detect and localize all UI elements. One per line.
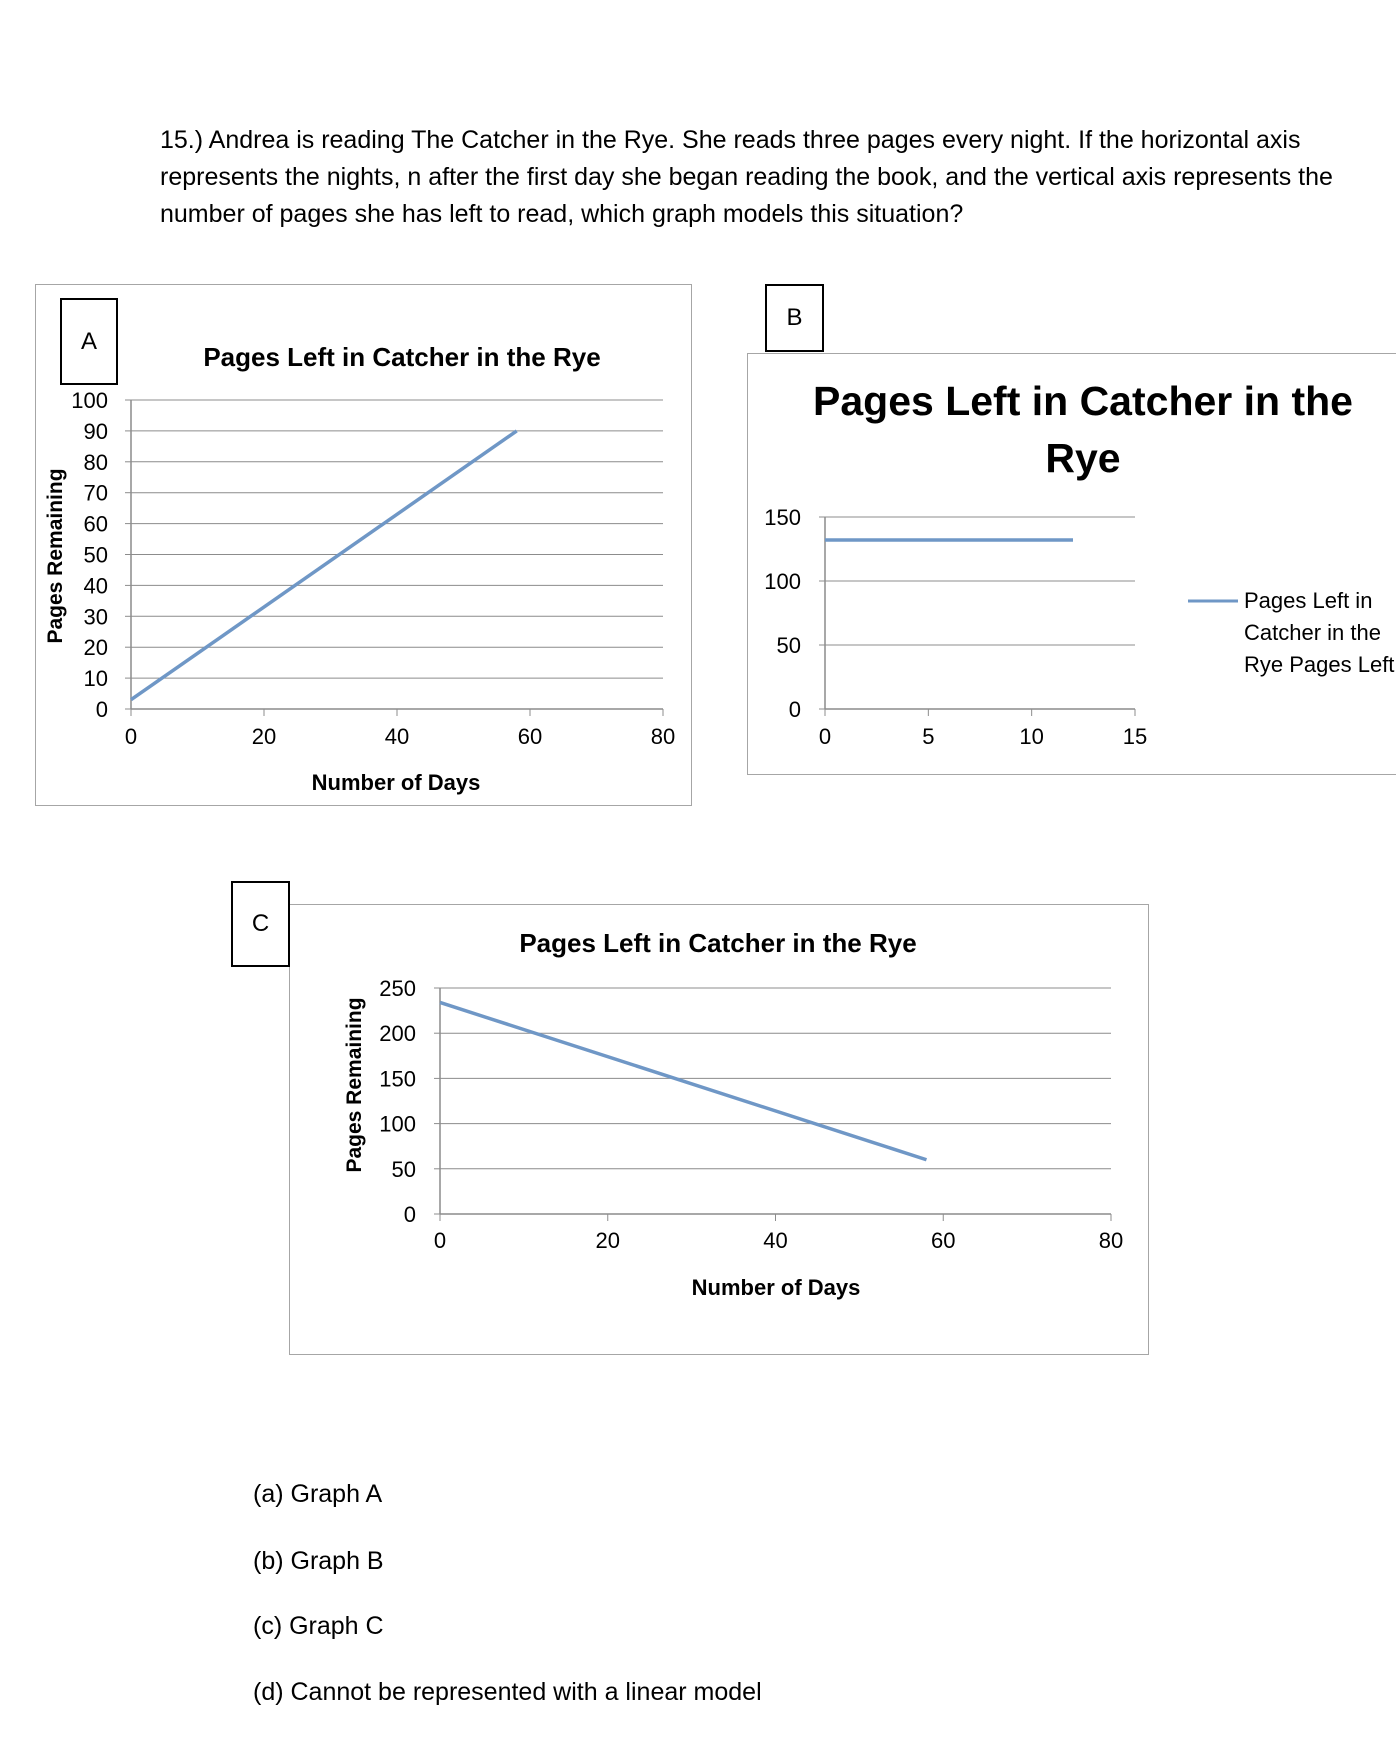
chart-a-xlabel: Number of Days [311, 770, 481, 795]
option-a[interactable]: (a) Graph A [253, 1480, 383, 1508]
chart-c-xtick-label: 20 [595, 1228, 620, 1253]
graph-label-a: A [60, 298, 118, 385]
chart-c-title: Pages Left in Catcher in the Rye [519, 928, 917, 958]
chart-c-xtick-label: 80 [1098, 1228, 1124, 1253]
chart-a-xtick-label: 40 [384, 724, 410, 749]
chart-b-xtick-label: 5 [922, 724, 935, 749]
chart-c-ylabel: Pages Remaining [343, 997, 366, 1173]
chart-b-ytick-label: 100 [764, 569, 801, 594]
option-c[interactable]: (c) Graph C [253, 1612, 384, 1640]
chart-a-xtick-label: 60 [517, 724, 543, 749]
chart-b-title-line1: Pages Left in Catcher in the [813, 378, 1353, 424]
chart-a-ytick-label: 0 [95, 697, 108, 722]
chart-a-ytick-label: 50 [83, 542, 108, 568]
chart-c-ytick-label: 100 [379, 1111, 416, 1137]
chart-c-xlabel: Number of Days [691, 1275, 861, 1300]
chart-a-ytick-label: 20 [83, 635, 108, 661]
chart-b-legend-line2: Catcher in the [1244, 620, 1381, 645]
chart-b-xtick-label: 15 [1122, 724, 1148, 749]
chart-b-xtick-label: 10 [1019, 724, 1044, 749]
chart-a-ytick-label: 80 [83, 449, 108, 475]
chart-c-ytick-label: 0 [403, 1202, 416, 1227]
chart-a-ytick-label: 100 [71, 388, 108, 413]
chart-a-ytick-label: 30 [83, 604, 108, 630]
chart-b-ytick-label: 150 [764, 505, 801, 530]
chart-c-ytick-label: 200 [379, 1021, 416, 1047]
chart-a-title: Pages Left in Catcher in the Rye [203, 342, 601, 372]
chart-a-xtick-label: 0 [124, 724, 138, 749]
graph-label-b: B [765, 284, 824, 352]
chart-c-ytick-label: 250 [379, 976, 416, 1001]
chart-b-ytick-label: 0 [788, 697, 801, 722]
chart-a-ylabel: Pages Remaining [44, 468, 67, 644]
chart-a-ytick-label: 70 [83, 480, 108, 506]
chart-c-series-line [440, 1002, 926, 1159]
chart-c-ytick-label: 50 [391, 1156, 416, 1182]
chart-a-ytick-label: 60 [83, 511, 108, 537]
chart-a-xtick-label: 20 [251, 724, 277, 749]
chart-b-xtick-label: 0 [818, 724, 832, 749]
chart-b-legend-line3: Rye Pages Left [1244, 652, 1395, 677]
chart-b-ytick-label: 50 [776, 633, 801, 658]
chart-a-series-line [131, 431, 517, 700]
chart-a-xtick-label: 80 [650, 724, 676, 749]
chart-a-ytick-label: 40 [83, 573, 108, 599]
chart-b-legend-line1: Pages Left in [1244, 588, 1373, 613]
chart-b-title-line2: Rye [1045, 435, 1121, 481]
option-b[interactable]: (b) Graph B [253, 1547, 384, 1575]
chart-c-xtick-label: 60 [931, 1228, 956, 1253]
question-text: 15.) Andrea is reading The Catcher in the Rye. She reads three pages every night. If the horizontal axis represents the nights, n after the first day she began reading the book, and the vertical axis represents the number of pages she has left to read, which graph models this situation? [160, 126, 1333, 228]
chart-a-ytick-label: 90 [83, 418, 108, 444]
chart-a-ytick-label: 10 [83, 666, 108, 692]
graph-label-c: C [231, 881, 290, 967]
chart-c-xtick-label: 0 [433, 1228, 447, 1253]
chart-c-ytick-label: 150 [379, 1066, 416, 1092]
chart-c-xtick-label: 40 [763, 1228, 788, 1253]
option-d[interactable]: (d) Cannot be represented with a linear model [253, 1678, 762, 1706]
